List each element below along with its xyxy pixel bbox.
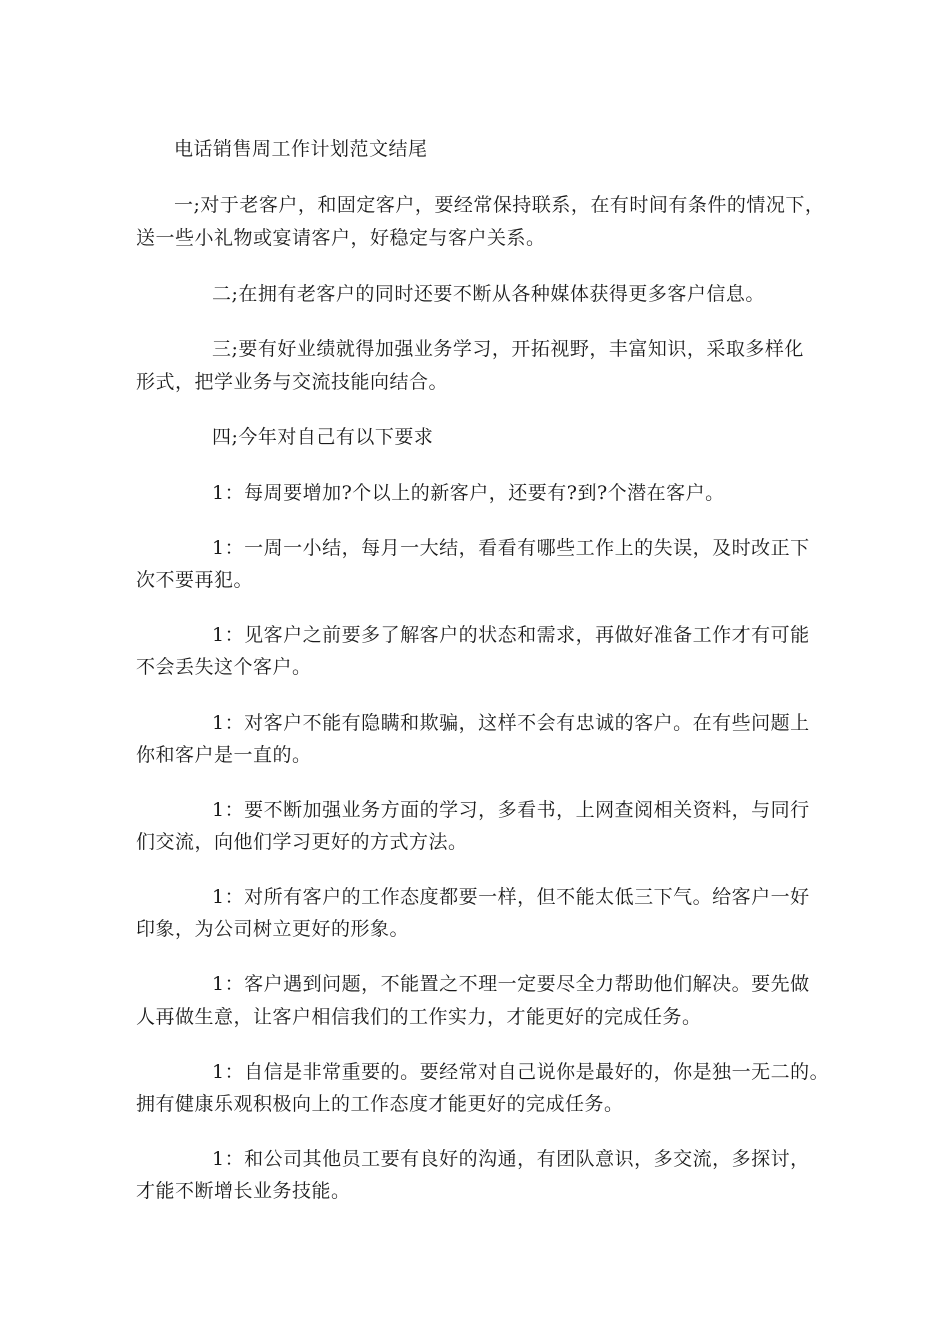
paragraph-1-line-2: 送一些小礼物或宴请客户，好稳定与客户关系。 — [136, 227, 546, 249]
paragraph-12-line-2: 拥有健康乐观积极向上的工作态度才能更好的完成任务。 — [136, 1093, 624, 1115]
paragraph-9-line-1: 1：要不断加强业务方面的学习，多看书，上网查阅相关资料，与同行 — [212, 799, 810, 821]
paragraph-7-line-2: 不会丢失这个客户。 — [136, 656, 312, 678]
paragraph-9-line-2: 们交流，向他们学习更好的方式方法。 — [136, 831, 468, 853]
paragraph-13-line-1: 1：和公司其他员工要有良好的沟通，有团队意识，多交流，多探讨， — [212, 1148, 810, 1170]
paragraph-11-line-2: 人再做生意，让客户相信我们的工作实力，才能更好的完成任务。 — [136, 1006, 702, 1028]
paragraph-10-line-2: 印象，为公司树立更好的形象。 — [136, 918, 410, 940]
paragraph-6-line-2: 次不要再犯。 — [136, 569, 254, 591]
paragraph-3-line-1: 三;要有好业绩就得加强业务学习，开拓视野，丰富知识，采取多样化 — [212, 338, 804, 360]
paragraph-4-line-1: 四;今年对自己有以下要求 — [212, 426, 434, 448]
paragraph-11-line-1: 1：客户遇到问题，不能置之不理一定要尽全力帮助他们解决。要先做 — [212, 973, 810, 995]
paragraph-3-line-2: 形式，把学业务与交流技能向结合。 — [136, 371, 449, 393]
paragraph-7-line-1: 1：见客户之前要多了解客户的状态和需求，再做好准备工作才有可能 — [212, 624, 810, 646]
paragraph-13-line-2: 才能不断增长业务技能。 — [136, 1180, 351, 1202]
paragraph-6-line-1: 1：一周一小结，每月一大结，看看有哪些工作上的失误，及时改正下 — [212, 537, 810, 559]
paragraph-5-line-1: 1：每周要增加?个以上的新客户，还要有?到?个潜在客户。 — [212, 482, 725, 504]
document-title: 电话销售周工作计划范文结尾 — [174, 138, 428, 160]
paragraph-8-line-2: 你和客户是一直的。 — [136, 744, 312, 766]
paragraph-10-line-1: 1：对所有客户的工作态度都要一样，但不能太低三下气。给客户一好 — [212, 886, 810, 908]
paragraph-1-line-1: 一;对于老客户，和固定客户，要经常保持联系，在有时间有条件的情况下， — [174, 194, 825, 216]
paragraph-8-line-1: 1：对客户不能有隐瞒和欺骗，这样不会有忠诚的客户。在有些问题上 — [212, 712, 810, 734]
paragraph-2-line-1: 二;在拥有老客户的同时还要不断从各种媒体获得更多客户信息。 — [212, 283, 765, 305]
paragraph-12-line-1: 1：自信是非常重要的。要经常对自己说你是最好的，你是独一无二的。 — [212, 1061, 830, 1083]
